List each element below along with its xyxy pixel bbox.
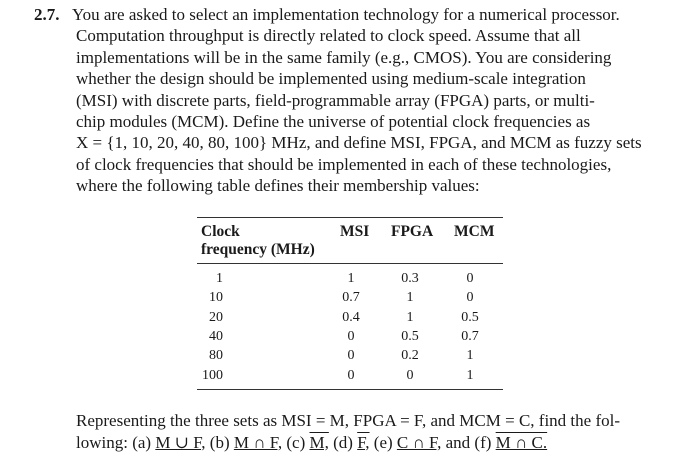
intro-line-4: whether the design should be implemented using medium-scale integration [76, 69, 586, 89]
intro-line-5: (MSI) with discrete parts, field-programmable array (FPGA) parts, or multi- [76, 90, 595, 110]
cell-msi: 0.7 [342, 290, 360, 306]
part-a-label: (a) [132, 432, 152, 452]
cell-msi: 0 [347, 348, 355, 364]
cell-frequency: 100 [202, 367, 223, 383]
cell-mcm: 0.7 [461, 328, 479, 344]
header-mcm: MCM [454, 223, 495, 240]
question-line-2 [76, 432, 620, 454]
header-clock: Clock [201, 223, 240, 240]
part-b-label: (b) [209, 432, 230, 452]
part-a-expr: M ∪ F, [155, 432, 206, 452]
table-top-rule [197, 217, 503, 218]
cell-mcm: 1 [466, 367, 474, 383]
cell-frequency: 1 [216, 271, 223, 286]
cell-fpga: 0.2 [401, 348, 419, 364]
cell-frequency: 40 [209, 328, 223, 344]
table-bottom-rule [197, 389, 503, 390]
part-c-label: (c) [286, 432, 306, 452]
intro-line-1 [6, 4, 688, 25]
cell-msi: 0.4 [342, 309, 360, 325]
intro-line-7: X = {1, 10, 20, 40, 80, 100} MHz, and define MSI, FPGA, and MCM as fuzzy sets [76, 133, 642, 153]
cell-frequency: 80 [209, 348, 223, 364]
cell-fpga: 1 [406, 309, 414, 325]
cell-frequency: 20 [209, 309, 223, 325]
part-e-expr: C ∩ F, [396, 432, 442, 452]
question-prefix: lowing: [76, 432, 128, 452]
part-d-label: (d) [333, 432, 353, 452]
problem-question [76, 410, 620, 453]
cell-msi: 0 [347, 367, 355, 383]
intro-line-9: where the following table defines their membership values: [76, 176, 480, 196]
cell-msi: 0 [347, 328, 355, 344]
intro-line-3: implementations will be in the same family (e.g., CMOS). You are considering [76, 47, 612, 67]
header-msi: MSI [340, 223, 370, 240]
question-line-1: Representing the three sets as MSI = M, FPGA = F, and MCM = C, find the fol- [76, 411, 620, 430]
header-fpga: FPGA [391, 223, 434, 240]
part-b-expr: M ∩ F, [233, 432, 283, 452]
intro-line-2: Computation throughput is directly related to clock speed. Assume that all [76, 26, 581, 46]
cell-fpga: 0.5 [401, 328, 419, 344]
cell-frequency: 10 [209, 290, 223, 306]
cell-fpga: 0.3 [401, 271, 419, 286]
intro-text-1: You are asked to select an implementation technology for a numerical processor. [72, 5, 620, 24]
table-header-rule [197, 263, 503, 264]
cell-mcm: 0.5 [461, 309, 479, 325]
cell-fpga: 1 [406, 290, 414, 306]
cell-fpga: 0 [406, 367, 414, 383]
cell-mcm: 0 [466, 290, 474, 306]
cell-mcm: 0 [466, 271, 474, 286]
part-d-expr: F, [357, 432, 370, 452]
cell-mcm: 1 [466, 348, 474, 364]
intro-line-8: of clock frequencies that should be implemented in each of these technologies, [76, 154, 612, 174]
problem-intro [6, 4, 688, 197]
part-f-expr: M ∩ C. [495, 432, 548, 452]
part-c-expr: M, [309, 432, 329, 452]
part-f-connector: and (f) [445, 432, 492, 452]
intro-line-6: chip modules (MCM). Define the universe of potential clock frequencies as [76, 111, 591, 131]
header-frequency: frequency (MHz) [201, 241, 315, 258]
cell-msi: 1 [347, 271, 355, 286]
problem-number: 2.7. [34, 5, 60, 24]
part-e-label: (e) [373, 432, 393, 452]
